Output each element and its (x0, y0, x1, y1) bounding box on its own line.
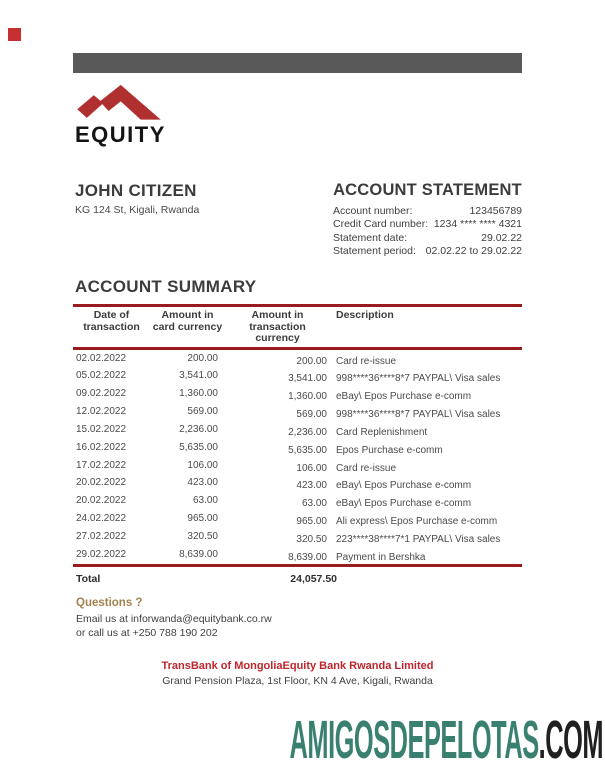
account-summary-title: ACCOUNT SUMMARY (75, 277, 257, 296)
footer-block (73, 660, 522, 687)
total-label: Total (76, 572, 101, 585)
account-number-label: Account number: (333, 205, 413, 217)
card-amount-cell: 8,639.00 (179, 548, 218, 560)
total-value: 24,057.50 (290, 572, 337, 585)
transaction-amount-cell: 3,541.00 (288, 373, 327, 385)
watermark-suffix: .COM (538, 710, 603, 770)
col-header-date: Date of transaction (83, 309, 140, 333)
transaction-amount-cell: 1,360.00 (288, 391, 327, 403)
description-cell: Card re-issue (336, 462, 397, 474)
watermark-main: AMIGOSDEPELOTAS (289, 710, 539, 770)
transaction-amount-cell: 320.50 (296, 533, 327, 545)
card-amount-cell: 3,541.00 (179, 370, 218, 382)
transaction-amount-cell: 106.00 (296, 462, 327, 474)
red-square-marker (8, 28, 21, 41)
customer-address: KG 124 St, Kigali, Rwanda (75, 204, 200, 216)
table-row (73, 367, 522, 385)
card-amount-cell: 200.00 (187, 352, 218, 364)
customer-name: JOHN CITIZEN (75, 181, 197, 200)
equity-roof-icon (75, 84, 163, 124)
statement-field-row (333, 205, 522, 218)
questions-email-line: Email us at inforwanda@equitybank.co.rw (76, 613, 272, 625)
description-cell: 998****36****8*7 PAYPAL\ Visa sales (336, 373, 501, 385)
table-row (73, 439, 522, 457)
transactions-table (73, 304, 522, 589)
date-cell: 24.02.2022 (76, 513, 127, 525)
card-number-label: Credit Card number: (333, 218, 429, 231)
table-row (73, 546, 522, 564)
equity-logo (75, 84, 166, 148)
description-cell: Card re-issue (336, 355, 397, 367)
footer-bank-name: TransBank of MongoliaEquity Bank Rwanda Limited (161, 660, 434, 672)
account-statement-title: ACCOUNT STATEMENT (333, 181, 522, 199)
card-amount-cell: 2,236.00 (179, 423, 218, 435)
col-header-card-amount: Amount in card currency (152, 309, 223, 333)
statement-field-row (333, 245, 522, 258)
card-amount-cell: 320.50 (187, 530, 218, 542)
questions-block (76, 597, 272, 640)
header-bar (73, 53, 522, 73)
account-number-value: 123456789 (469, 205, 522, 217)
equity-logo-text: EQUITY (75, 122, 166, 147)
account-statement-block (333, 181, 522, 259)
date-cell: 17.02.2022 (76, 459, 127, 471)
transaction-amount-cell: 423.00 (296, 480, 327, 492)
date-cell: 15.02.2022 (76, 423, 127, 435)
date-cell: 20.02.2022 (76, 477, 127, 489)
transaction-amount-cell: 965.00 (296, 516, 327, 528)
customer-block (75, 181, 199, 216)
card-amount-cell: 423.00 (187, 477, 218, 489)
description-cell: eBay\ Epos Purchase e-comm (336, 480, 472, 492)
card-amount-cell: 965.00 (187, 513, 218, 525)
transaction-amount-cell: 200.00 (296, 355, 327, 367)
description-cell: Card Replenishment (336, 426, 428, 438)
date-cell: 16.02.2022 (76, 441, 127, 453)
table-row (73, 528, 522, 546)
description-cell: 998****36****8*7 PAYPAL\ Visa sales (336, 409, 501, 421)
transaction-amount-cell: 2,236.00 (288, 426, 327, 438)
statement-field-row (333, 218, 522, 231)
description-cell: eBay\ Epos Purchase e-comm (336, 391, 472, 403)
statement-date-label: Statement date: (333, 231, 408, 244)
card-number-value: 1234 **** **** 4321 (433, 218, 522, 231)
date-cell: 05.02.2022 (76, 370, 127, 382)
table-row (73, 474, 522, 492)
transaction-amount-cell: 569.00 (296, 409, 327, 421)
total-row (73, 567, 522, 589)
table-row (73, 492, 522, 510)
card-amount-cell: 63.00 (192, 495, 218, 507)
date-cell: 20.02.2022 (76, 495, 127, 507)
table-row (73, 510, 522, 528)
date-cell: 27.02.2022 (76, 530, 127, 542)
date-cell: 02.02.2022 (76, 352, 127, 364)
description-cell: Epos Purchase e-comm (336, 444, 443, 456)
date-cell: 09.02.2022 (76, 388, 127, 400)
table-row (73, 403, 522, 421)
date-cell: 12.02.2022 (76, 406, 127, 418)
card-amount-cell: 5,635.00 (179, 441, 218, 453)
description-cell: Ali express\ Epos Purchase e-comm (336, 516, 498, 528)
questions-phone-line: or call us at +250 788 190 202 (76, 626, 218, 639)
table-row (73, 457, 522, 475)
col-header-description: Description (336, 309, 394, 321)
table-row (73, 350, 522, 368)
footer-bank-address: Grand Pension Plaza, 1st Floor, KN 4 Ave, Kigali, Rwanda (162, 675, 433, 687)
description-cell: 223****38****7*1 PAYPAL\ Visa sales (336, 533, 501, 545)
col-header-transaction-amount: Amount in transaction currency (249, 309, 306, 344)
description-cell: eBay\ Epos Purchase e-comm (336, 498, 472, 510)
statement-date-value: 29.02.22 (481, 231, 522, 244)
date-cell: 29.02.2022 (76, 548, 127, 560)
description-cell: Payment in Bershka (336, 551, 426, 563)
statement-period-label: Statement period: (333, 245, 416, 258)
watermark (289, 709, 603, 771)
statement-field-row (333, 232, 522, 245)
table-row (73, 421, 522, 439)
card-amount-cell: 569.00 (187, 406, 218, 418)
table-header-row (73, 307, 522, 347)
transaction-amount-cell: 8,639.00 (288, 551, 327, 563)
card-amount-cell: 106.00 (187, 459, 218, 471)
table-row (73, 385, 522, 403)
transaction-amount-cell: 5,635.00 (288, 444, 327, 456)
transaction-amount-cell: 63.00 (301, 498, 327, 510)
questions-title: Questions ? (76, 597, 143, 609)
statement-period-value: 02.02.22 to 29.02.22 (425, 245, 522, 258)
card-amount-cell: 1,360.00 (179, 388, 218, 400)
